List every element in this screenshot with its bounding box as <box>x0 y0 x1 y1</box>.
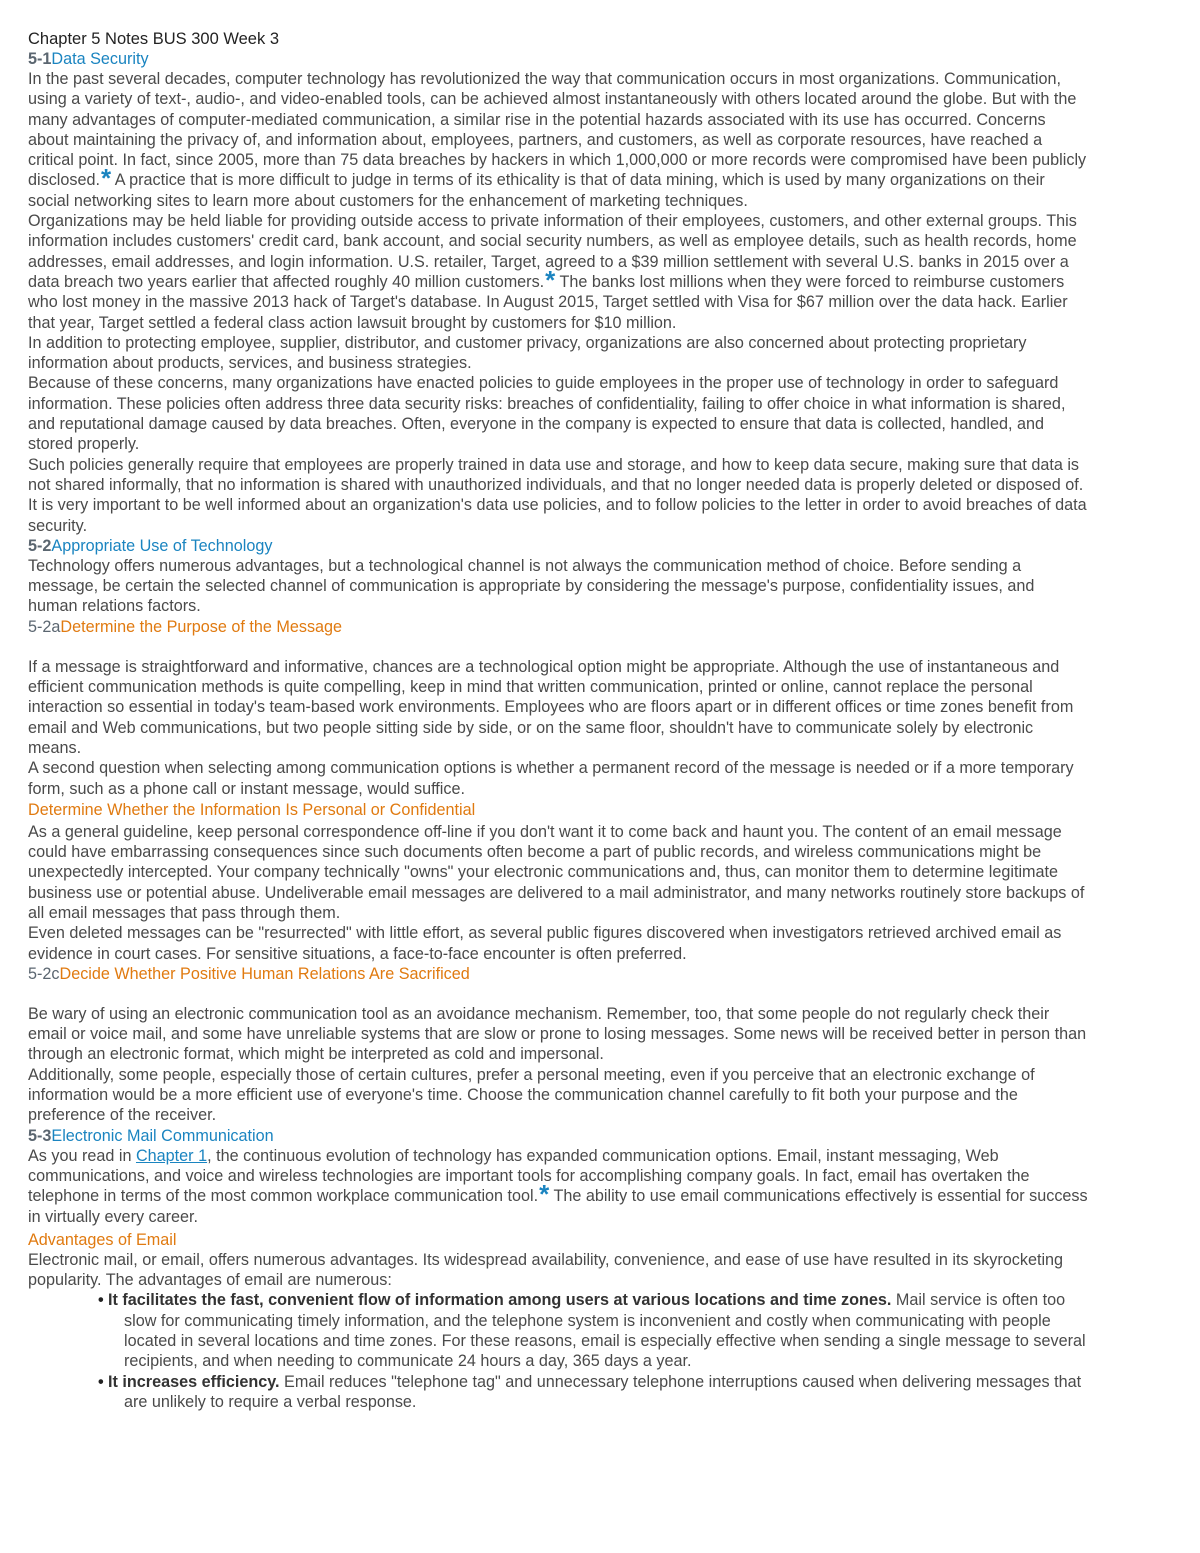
paragraph-text: As you read in <box>28 1146 136 1165</box>
paragraph: Even deleted messages can be "resurrected" with little effort, as several public figures discovered when investigators retrieved archived email as evidence in court cases. For sensitive situations, a face-to-face encounter is often preferred. <box>28 924 1062 963</box>
bullet-icon: • <box>98 1372 104 1391</box>
subsection-heading-human-relations <box>28 964 1088 984</box>
section-heading-appropriate-use <box>28 536 1088 556</box>
subsection-title: Determine Whether the Information Is Personal or Confidential <box>28 800 476 819</box>
bullet-icon: • <box>98 1291 104 1310</box>
paragraph-text: In the past several decades, computer technology has revolutionized the way that communication occurs in most organizations. Communication, using a variety of text-, audio-, and video-enabled tools, can be achieved almost instantaneously with others located around the globe. But with the many advantages of computer-mediated communication, a similar rise in the potential hazards associated with its use has occurred. Concerns about maintaining the privacy of, and information about, employees, partners, and customers, as well as corporate resources, have reached a critical point. In fact, since 2005, more than 75 data breaches by hackers in which 1,000,000 or more records were compromised have been publicly disclosed. <box>28 70 1087 190</box>
paragraph: A second question when selecting among communication options is whether a permanent record of the message is needed or if a more temporary form, such as a phone call or instant message, would suffice. <box>28 759 1074 798</box>
subsection-number: 5-2a <box>28 617 61 636</box>
section-number: 5-1 <box>28 50 52 68</box>
asterisk-icon[interactable]: * <box>539 1179 550 1210</box>
section-heading-data-security <box>28 49 1088 69</box>
paragraph <box>28 1146 1088 1227</box>
chapter-1-link[interactable]: Chapter 1 <box>135 1146 208 1165</box>
paragraph-text: , the continuous evolution of technology has expanded communication options. Email, instant messaging, Web communications, and voice and wireless technologies are important tools for accomplishing company goals. In fact, email has overtaken the telephone in terms of the most common workplace communication tool. <box>28 1146 1030 1206</box>
paragraph: In addition to protecting employee, supplier, distributor, and customer privacy, organizations are also concerned about protecting proprietary information about products, services, and business strategies. <box>28 333 1027 373</box>
paragraph-text: The ability to use email communications effectively is essential for success in virtually every career. <box>28 1187 1088 1226</box>
list-item-lead: It facilitates the fast, convenient flow of information among users at various locations and time zones. <box>108 1291 892 1310</box>
paragraph: Additionally, some people, especially those of certain cultures, prefer a personal meeting, even if you perceive that an electronic exchange of information would be a more efficient use of everyone's time. Choose the communication channel carefully to fit both your purpose and the preference of the receiver. <box>28 1065 1035 1125</box>
subsection-heading-purpose <box>28 617 1088 637</box>
paragraph: As a general guideline, keep personal correspondence off-line if you don't want it to come back and haunt you. The content of an email message could have embarrassing consequences since such documents often become a part of public records, and wireless communications might be unexpectedly intercepted. Your company technically "owns" your electronic communications and, thus, can monitor them to determine legitimate business use or potential abuse. Undeliverable email messages are delivered to a mail administrator, and many networks routinely store backups of all email messages that pass through them. <box>28 822 1085 922</box>
subsection-title: Determine the Purpose of the Message <box>60 617 343 636</box>
paragraph: If a message is straightforward and informative, chances are a technological option might be appropriate. Although the use of instantaneous and efficient communication methods is quite compelling, keep in mind that written communication, printed or online, cannot replace the personal interaction so essential in today's team-based work environments. Employees who are floors apart or in different offices or time zones benefit from email and Web communications, but two people sitting side by side, or on the same floor, shouldn't have to communicate solely by electronic means. <box>28 657 1074 757</box>
section-number: 5-3 <box>28 1126 52 1145</box>
list-item <box>88 1372 1088 1413</box>
advantages-list <box>28 1290 1088 1412</box>
section-number: 5-2 <box>28 536 52 555</box>
paragraph-text: Organizations may be held liable for providing outside access to private information of their employees, customers, and other external groups. This information includes customers' credit card, bank account, and social security numbers, as well as employee details, such as health records, home addresses, email addresses, and login information. U.S. retailer, Target, agreed to a $39 million settlement with several U.S. banks in 2015 over a data breach two years earlier that affected roughly 40 million customers. <box>28 212 1077 291</box>
paragraph: Be wary of using an electronic communication tool as an avoidance mechanism. Remember, too, that some people do not regularly check their email or voice mail, and some have unreliable systems that are slow or prone to losing messages. Some news will be received better in person than through an electronic format, which might be interpreted as cold and impersonal. <box>28 1004 1087 1064</box>
paragraph-text: A practice that is more difficult to judge in terms of its ethicality is that of data mining, which is used by many organizations on their social networking sites to learn more about customers for the enhancement of marketing techniques. <box>28 171 1045 210</box>
document-title: Chapter 5 Notes BUS 300 Week 3 <box>28 30 279 48</box>
list-item-text: Mail service is often too slow for communicating timely information, and the telephone system is inconvenient and costly when communicating with people located in several locations and time zones. For these reasons, email is especially effective when sending a single message to several recipients, and when needing to communicate 24 hours a day, 365 days a year. <box>124 1291 1086 1371</box>
list-item-text: Email reduces "telephone tag" and unnecessary telephone interruptions caused when delivering messages that are unlikely to require a verbal response. <box>124 1372 1082 1411</box>
spacer <box>28 984 1088 1004</box>
paragraph: Electronic mail, or email, offers numerous advantages. Its widespread availability, convenience, and ease of use have resulted in its skyrocketing popularity. The advantages of email are numerous: <box>28 1250 1064 1290</box>
paragraph <box>28 211 1088 333</box>
section-title: Appropriate Use of Technology <box>51 536 273 555</box>
section-title: Data Security <box>51 50 149 68</box>
paragraph <box>28 69 1088 211</box>
list-item <box>88 1290 1088 1371</box>
paragraph: Because of these concerns, many organizations have enacted policies to guide employees in the proper use of technology in order to safeguard information. These policies often address three data security risks: breaches of confidentiality, failing to offer choice in what information is shared, and reputational damage caused by data breaches. Often, everyone in the company is expected to ensure that data is collected, handled, and stored properly. <box>28 374 1066 454</box>
spacer <box>28 637 1088 657</box>
asterisk-icon[interactable]: * <box>100 163 112 194</box>
paragraph-text: The banks lost millions when they were forced to reimburse customers who lost money in the massive 2013 hack of Target's database. In August 2015, Target settled with Visa for $67 million over the data hack. Earlier that year, Target settled a federal class action lawsuit brought by customers for $10 million. <box>28 272 1068 332</box>
paragraph: Technology offers numerous advantages, but a technological channel is not always the communication method of choice. Before sending a message, be certain the selected channel of communication is appropriate by considering the message's purpose, confidentiality issues, and human relations factors. <box>28 556 1035 616</box>
asterisk-icon[interactable]: * <box>545 264 556 295</box>
subsection-title: Advantages of Email <box>28 1230 177 1249</box>
subsection-title: Decide Whether Positive Human Relations Are Sacrificed <box>59 964 470 983</box>
subsection-heading-advantages <box>28 1230 1088 1250</box>
section-title: Electronic Mail Communication <box>51 1126 274 1145</box>
subsection-number: 5-2c <box>28 964 60 983</box>
section-heading-email <box>28 1126 1088 1146</box>
list-item-lead: It increases efficiency. <box>108 1372 280 1391</box>
subsection-heading-confidential <box>28 800 1088 820</box>
paragraph: Such policies generally require that employees are properly trained in data use and storage, and how to keep data secure, making sure that data is not shared informally, that no information is shared with unauthorized individuals, and that no longer needed data is properly deleted or disposed of. It is very important to be well informed about an organization's data use policies, and to follow policies to the letter in order to avoid breaches of data security. <box>28 455 1087 535</box>
